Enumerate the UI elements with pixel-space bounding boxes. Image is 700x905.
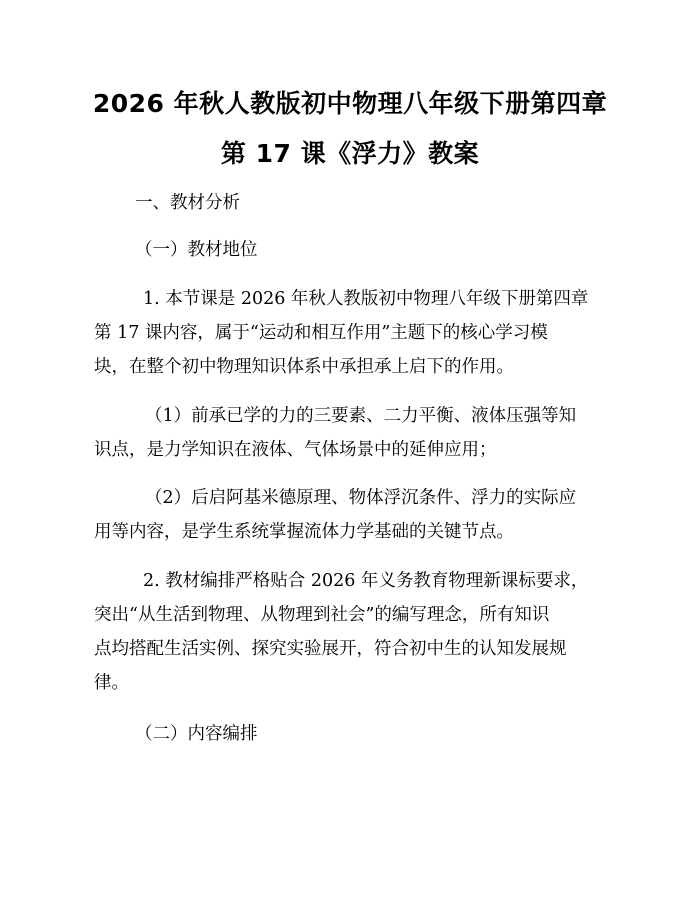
paragraph-line: 第 17 课内容，属于“运动和相互作用”主题下的核心学习模 [94,323,548,343]
paragraph-line: （2）后启阿基米德原理、物体浮沉条件、浮力的实际应 [145,488,577,508]
paragraph-line: 识点，是力学知识在液体、气体场景中的延伸应用； [94,440,497,460]
paragraph-line: 块，在整个初中物理知识体系中承担承上启下的作用。 [94,357,514,377]
subsection-heading: （一）教材地位 [135,240,258,260]
paragraph-line: 突出“从生活到物理、从物理到社会”的编写理念，所有知识 [94,605,550,625]
paragraph-line: 律。 [94,673,129,693]
paragraph-line: 2. 教材编排严格贴合 2026 年义务教育物理新课标要求， [143,571,589,591]
subsection-heading: （二）内容编排 [135,724,258,744]
title-line-2: 第 17 课《浮力》教案 [220,139,480,168]
paragraph-line: （1）前承已学的力的三要素、二力平衡、液体压强等知 [145,406,577,426]
section-heading: 一、教材分析 [135,193,240,213]
paragraph-line: 点均搭配生活实例、探究实验展开，符合初中生的认知发展规 [94,639,567,659]
title-line-1: 2026 年秋人教版初中物理八年级下册第四章 [92,89,608,118]
paragraph-line: 1. 本节课是 2026 年秋人教版初中物理八年级下册第四章 [143,289,589,309]
paragraph-line: 用等内容，是学生系统掌握流体力学基础的关键节点。 [94,522,514,542]
